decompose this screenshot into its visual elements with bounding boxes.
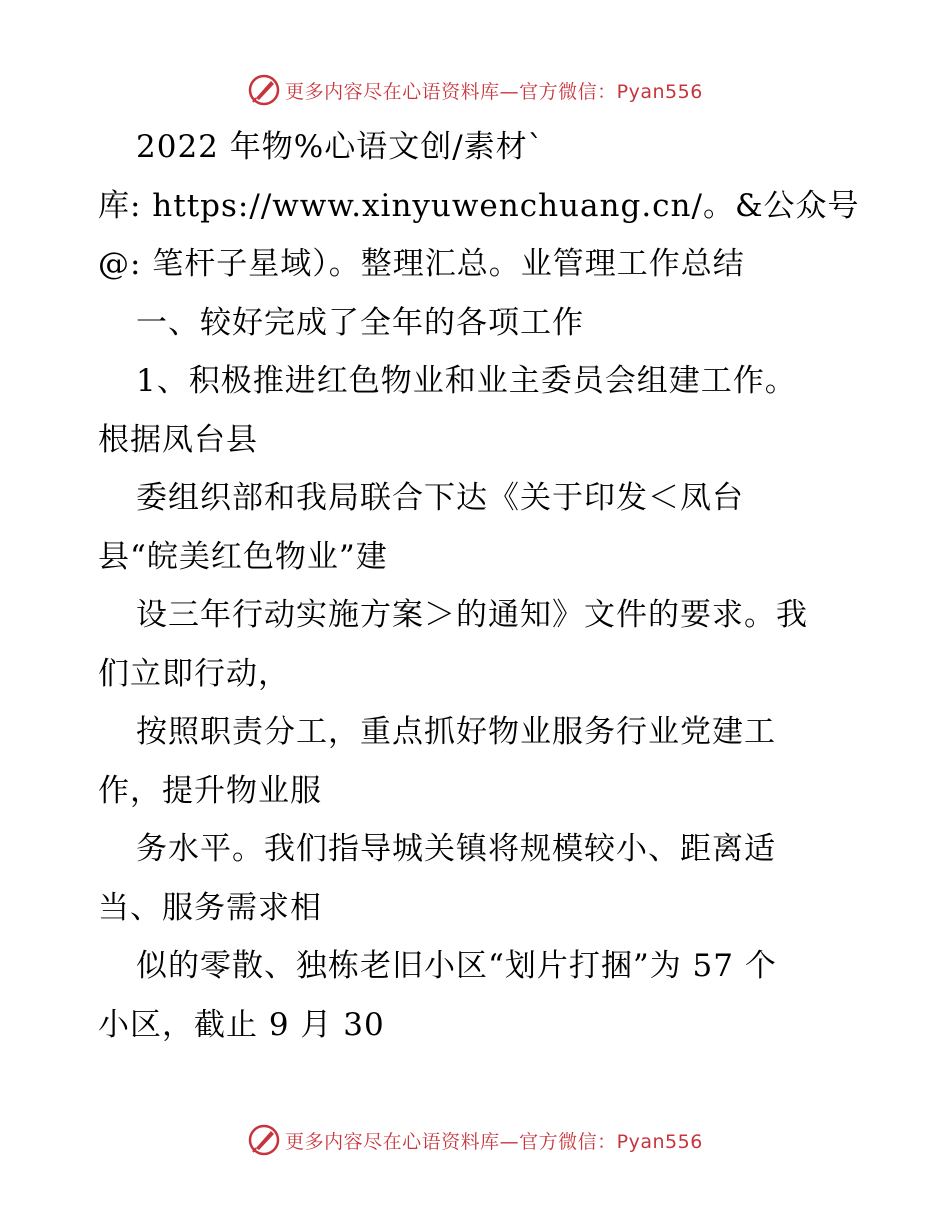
quill-pen-circle-logo-icon	[247, 1123, 281, 1157]
doc-line: 县“皖美红色物业”建	[98, 538, 388, 575]
doc-line: @: 笔杆子星域）。整理汇总。业管理工作总结	[98, 246, 745, 282]
doc-line: 委组织部和我局联合下达《关于印发＜凤台	[136, 480, 744, 516]
doc-line: 务水平。我们指导城关镇将规模较小、距离适	[136, 831, 776, 867]
doc-line: 按照职责分工，重点抓好物业服务行业党建工	[136, 714, 776, 750]
footer-banner-text: 更多内容尽在心语资料库—官方微信：Pyan556	[285, 1130, 703, 1153]
doc-line: 1、积极推进红色物业和业主委员会组建工作。	[136, 363, 797, 399]
doc-line: 根据凤台县	[98, 421, 258, 458]
document-body	[98, 118, 858, 1054]
doc-line: 们立即行动，	[98, 655, 290, 692]
doc-line: 库: https://www.xinyuwenchuang.cn/。&公众号	[98, 187, 860, 224]
doc-line: 设三年行动实施方案＞的通知》文件的要求。我	[136, 597, 808, 633]
doc-line: 一、较好完成了全年的各项工作	[136, 304, 584, 341]
header-banner	[0, 70, 950, 110]
footer-banner	[0, 1120, 950, 1160]
doc-line: 当、服务需求相	[98, 889, 322, 926]
quill-pen-circle-logo-icon	[247, 73, 281, 107]
doc-line: 作，提升物业服	[98, 772, 322, 809]
header-banner-text: 更多内容尽在心语资料库—官方微信：Pyan556	[285, 80, 703, 103]
doc-line: 似的零散、独栋老旧小区“划片打捆”为 57 个	[136, 948, 777, 984]
doc-line: 小区，截止 9 月 30	[98, 1006, 385, 1043]
doc-line: 2022 年物%心语文创/素材`	[136, 129, 545, 165]
